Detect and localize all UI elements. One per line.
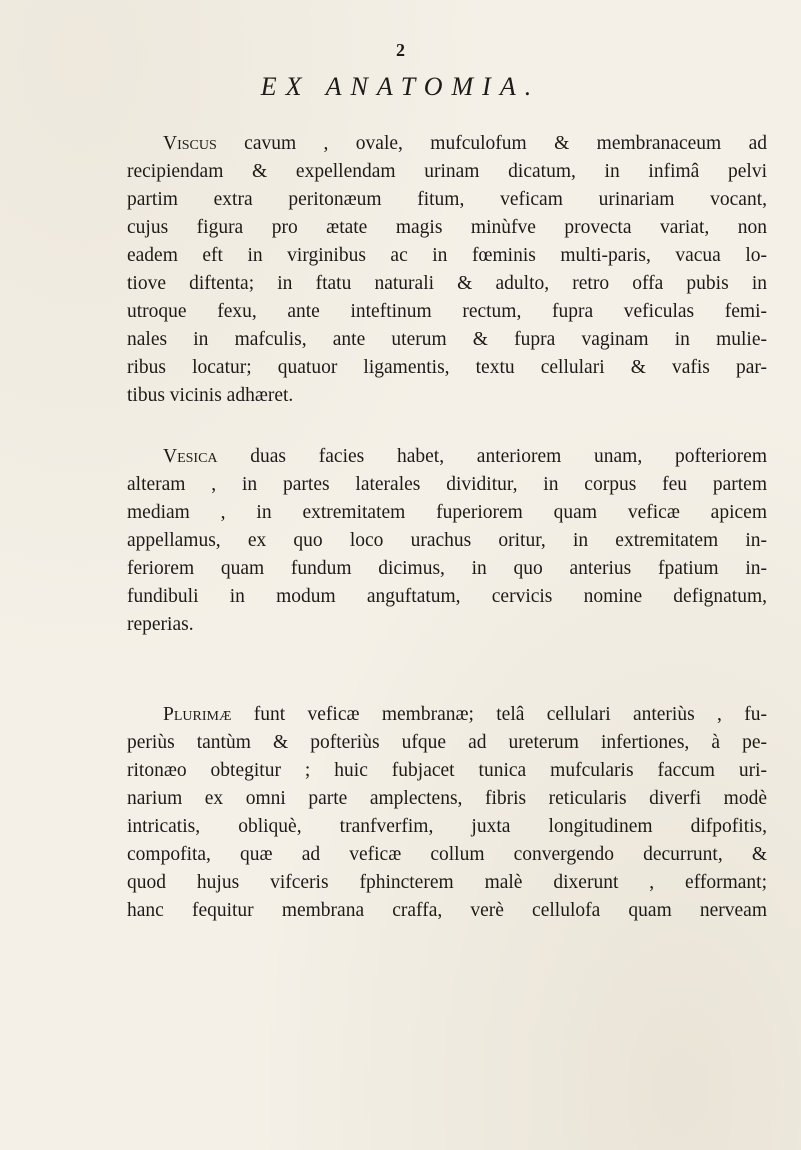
- paragraph-lead-word: Vesica: [163, 446, 218, 467]
- text-line: ribus locatur; quatuor ligamentis, textu cellulari & vafis par-: [127, 357, 767, 378]
- text-line: partim extra peritonæum fitum, veficam urinariam vocant,: [127, 189, 767, 210]
- text-line: narium ex omni parte amplectens, fibris reticularis diverfi modè: [127, 788, 767, 809]
- text-line: reperias.: [127, 614, 194, 635]
- text-line: tiove diftenta; in ftatu naturali & adulto, retro offa pubis in: [127, 273, 767, 294]
- text-line: nales in mafculis, ante uterum & fupra vaginam in mulie-: [127, 329, 767, 350]
- text-line: fundibuli in modum anguftatum, cervicis nomine defignatum,: [127, 586, 767, 607]
- text-line: compofita, quæ ad veficæ collum convergendo decurrunt, &: [127, 844, 767, 865]
- text-line: eadem eft in virginibus ac in fœminis multi-paris, vacua lo-: [127, 245, 767, 266]
- paragraph-plurimae: [127, 701, 767, 925]
- text-line: intricatis, obliquè, tranfverfim, juxta longitudinem difpofitis,: [127, 816, 767, 837]
- paragraph-lead-word: Plurimæ: [163, 704, 232, 725]
- text-line: hanc fequitur membrana craffa, verè cellulofa quam nerveam: [127, 900, 767, 921]
- text-line: recipiendam & expellendam urinam dicatum, in infimâ pelvi: [127, 161, 767, 182]
- text-line: ritonæo obtegitur ; huic fubjacet tunica mufcularis faccum uri-: [127, 760, 767, 781]
- page-number: 2: [396, 40, 405, 60]
- text-line: feriorem quam fundum dicimus, in quo anterius fpatium in-: [127, 558, 767, 579]
- paragraph-vesica: [127, 443, 767, 639]
- text-line: utroque fexu, ante inteftinum rectum, fupra veficulas femi-: [127, 301, 767, 322]
- paragraph-lead-word: Viscus: [163, 133, 217, 154]
- text-line: alteram , in partes laterales dividitur, in corpus feu partem: [127, 474, 767, 495]
- text-line: periùs tantùm & pofteriùs ufque ad ureterum infertiones, à pe-: [127, 732, 767, 753]
- text-line: mediam , in extremitatem fuperiorem quam veficæ apicem: [127, 502, 767, 523]
- text-line: appellamus, ex quo loco urachus oritur, in extremitatem in-: [127, 530, 767, 551]
- text-line: tibus vicinis adhæret.: [127, 385, 294, 406]
- text-line: Viscus cavum , ovale, mufculofum & membranaceum ad: [163, 133, 767, 154]
- text-line: Vesica duas facies habet, anteriorem unam, pofteriorem: [163, 446, 767, 467]
- text-line: quod hujus vifceris fphincterem malè dixerunt , efformant;: [127, 872, 767, 893]
- paragraph-viscus: [127, 130, 767, 410]
- running-title: EX ANATOMIA.: [260, 72, 541, 101]
- text-line: cujus figura pro ætate magis minùfve provecta variat, non: [127, 217, 767, 238]
- text-line: Plurimæ funt veficæ membranæ; telâ cellulari anteriùs , fu-: [163, 704, 767, 725]
